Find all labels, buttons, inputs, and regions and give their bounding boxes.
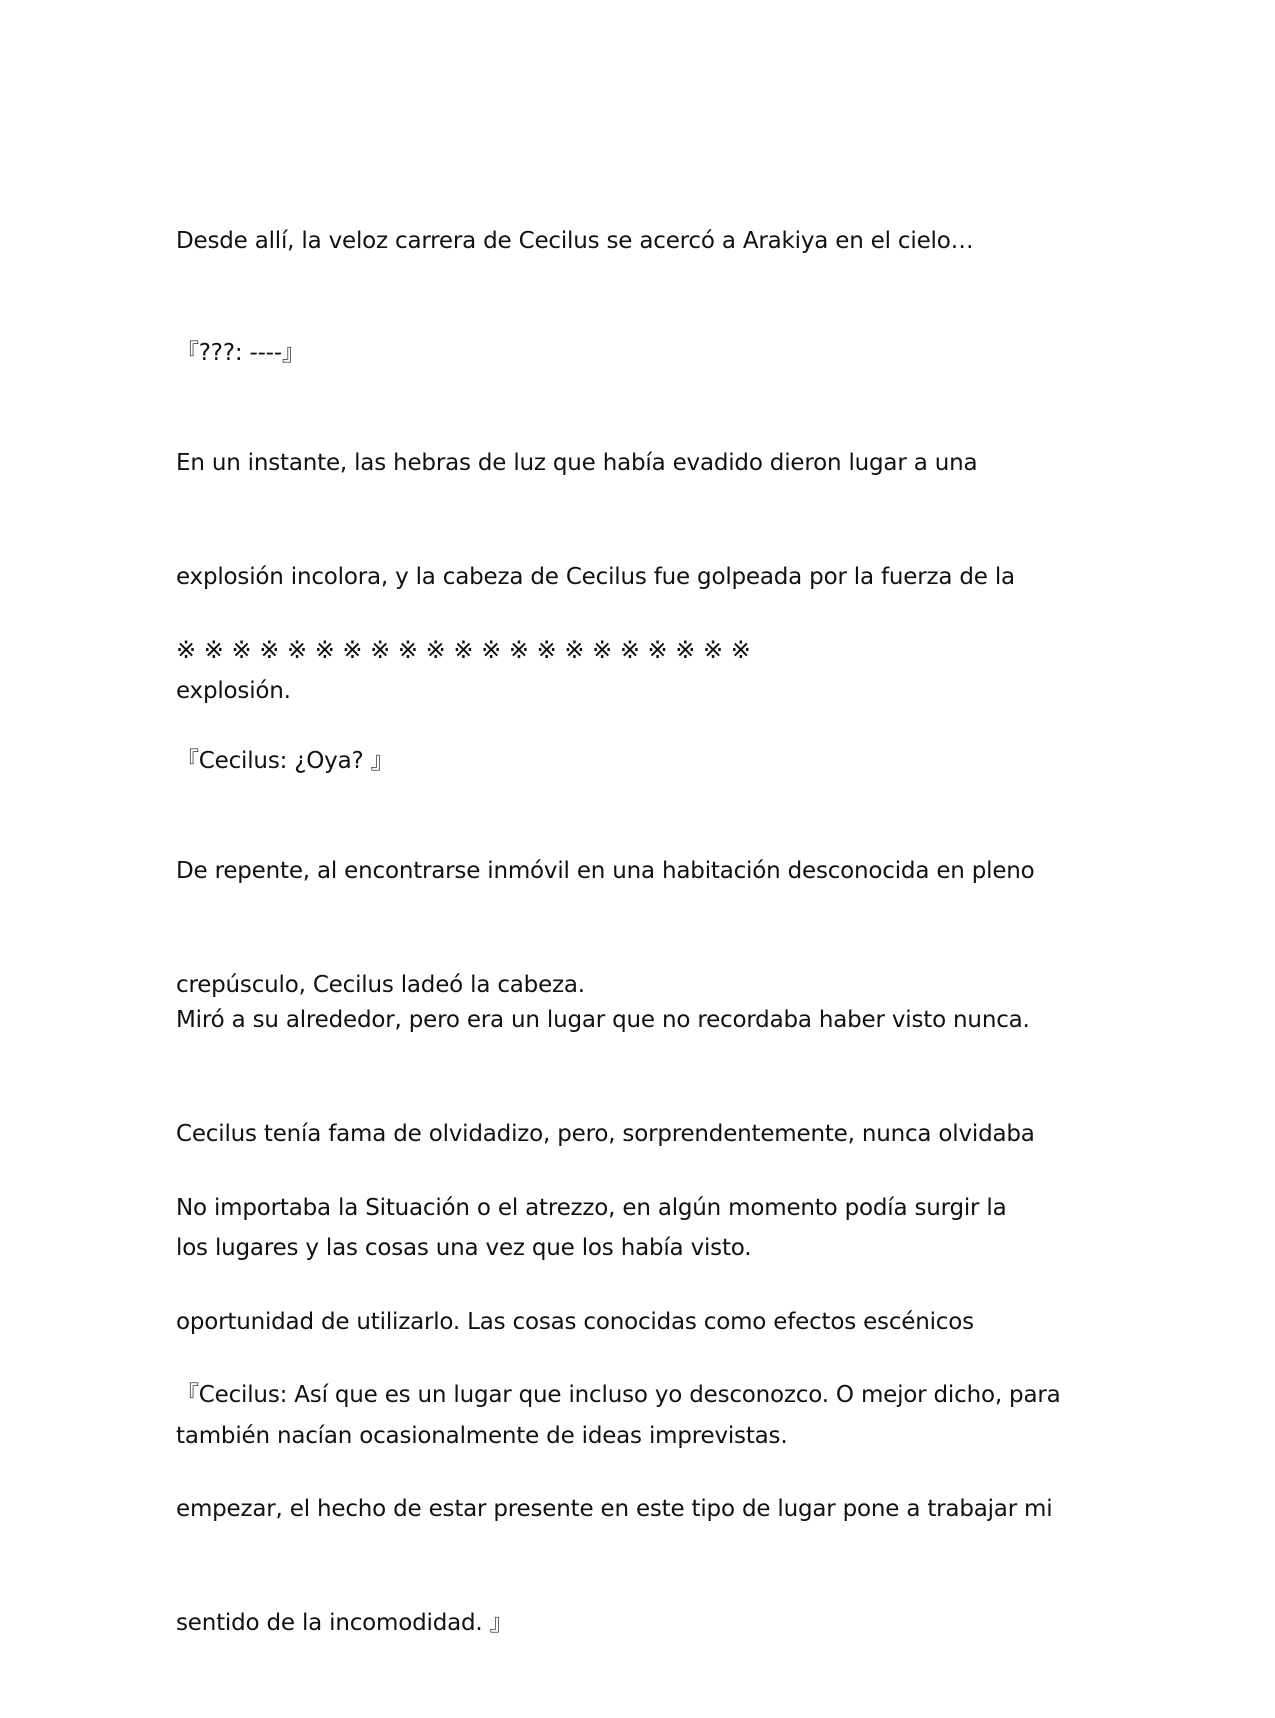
text-line: oportunidad de utilizarlo. Las cosas conocidas como efectos escénicos (176, 1309, 974, 1335)
text-line: también nacían ocasionalmente de ideas imprevistas. (176, 1423, 788, 1449)
text-line: explosión. (176, 678, 291, 704)
text-line: explosión incolora, y la cabeza de Cecilus fue golpeada por la fuerza de la (176, 564, 1015, 590)
text-line: 『???: ----』 (176, 340, 305, 366)
text-line: crepúsculo, Cecilus ladeó la cabeza. (176, 972, 585, 998)
text-line: Desde allí, la veloz carrera de Cecilus se acercó a Arakiya en el cielo… (176, 228, 974, 254)
text-line: No importaba la Situación o el atrezzo, en algún momento podía surgir la (176, 1195, 1007, 1221)
text-line: 『Cecilus: ¿Oya? 』 (176, 748, 394, 774)
text-line: ※ ※ ※ ※ ※ ※ ※ ※ ※ ※ ※ ※ ※ ※ ※ ※ ※ ※ ※ ※ ※ (176, 636, 751, 664)
text-line: sentido de la incomodidad. 』 (176, 1610, 513, 1636)
text-line: 『Cecilus: Así que es un lugar que incluso yo desconozco. O mejor dicho, para (176, 1382, 1061, 1408)
text-line: Miró a su alrededor, pero era un lugar que no recordaba haber visto nunca. (176, 1007, 1030, 1033)
text-line: Cecilus tenía fama de olvidadizo, pero, sorprendentemente, nunca olvidaba (176, 1121, 1035, 1147)
text-line: De repente, al encontrarse inmóvil en una habitación desconocida en pleno (176, 858, 1035, 884)
text-line: En un instante, las hebras de luz que había evadido dieron lugar a una (176, 450, 978, 476)
text-line: los lugares y las cosas una vez que los había visto. (176, 1235, 752, 1261)
paragraph-dialogue-cecilus-2 (176, 1300, 1116, 1718)
text-line: empezar, el hecho de estar presente en este tipo de lugar pone a trabajar mi (176, 1496, 1053, 1522)
